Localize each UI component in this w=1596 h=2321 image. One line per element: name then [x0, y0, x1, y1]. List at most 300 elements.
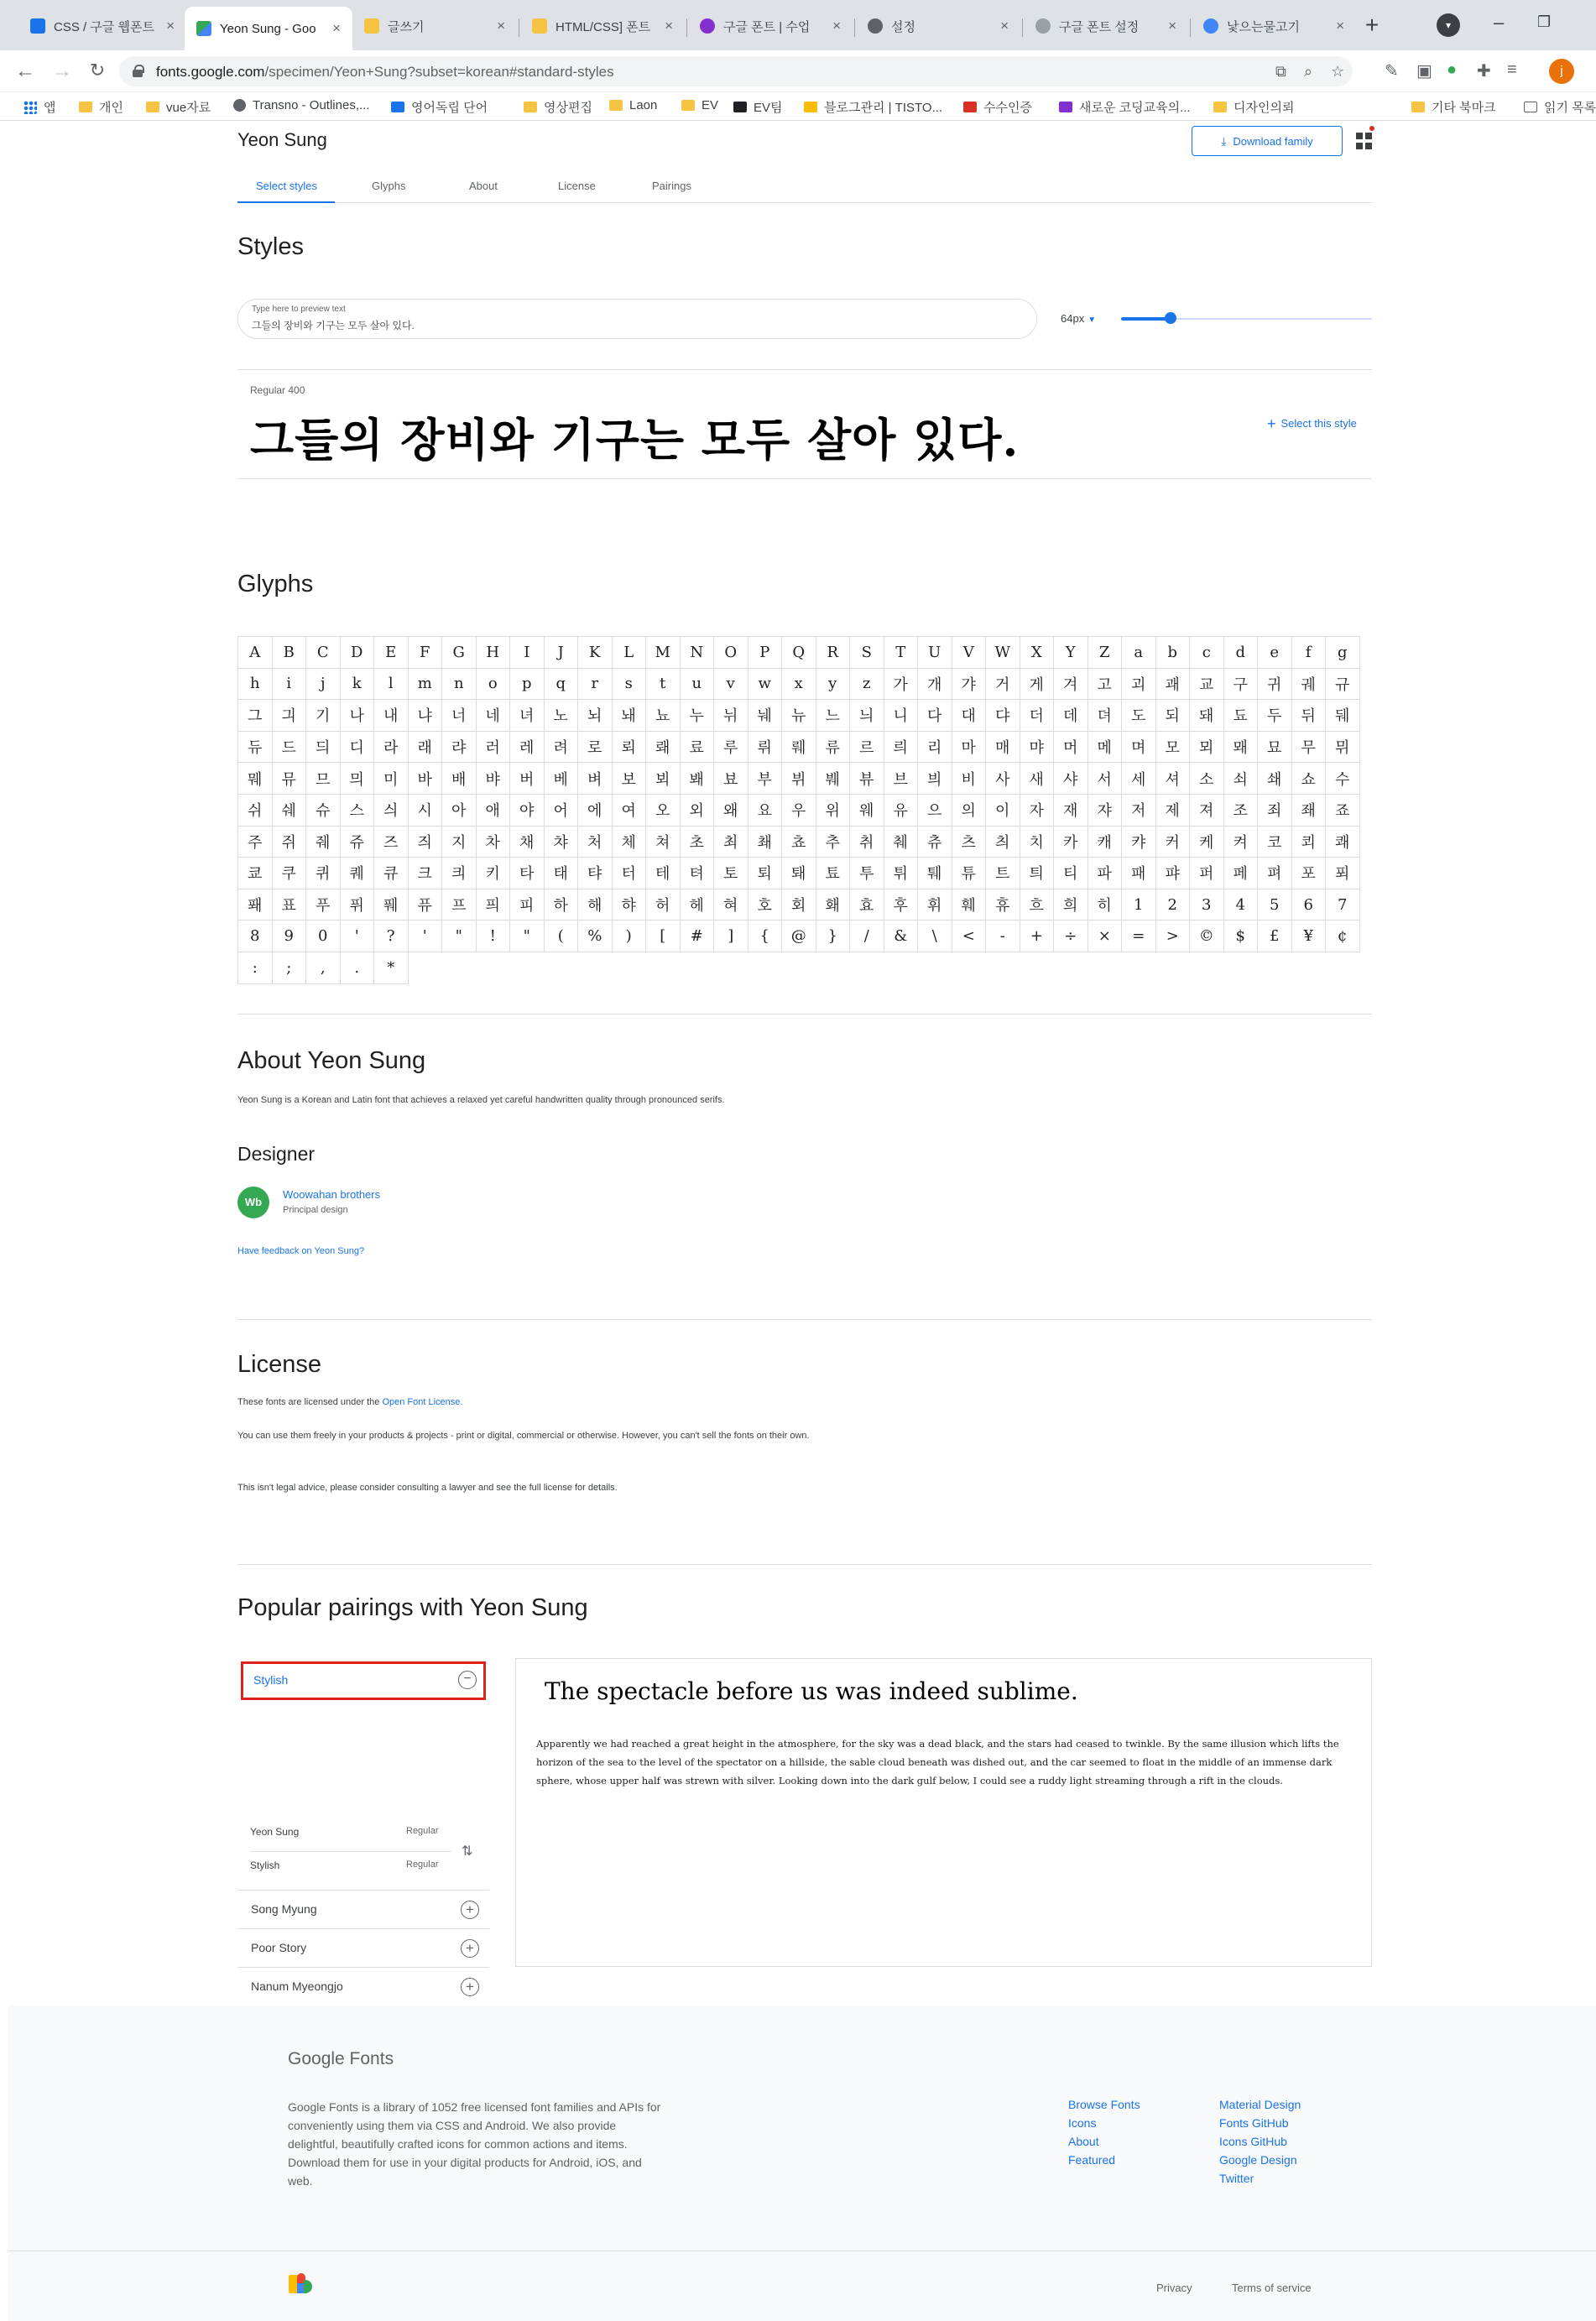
glyph-cell: j — [306, 668, 341, 700]
glyph-cell: 뤼 — [748, 731, 782, 763]
glyph-cell: 허 — [646, 889, 681, 921]
glyph-cell: 챠 — [544, 826, 578, 858]
globe-icon — [233, 99, 246, 112]
pairing-stylish-selected[interactable]: Stylish − — [241, 1661, 486, 1700]
glyph-cell: 네 — [476, 700, 510, 732]
footer-link[interactable]: Icons GitHub — [1219, 2135, 1287, 2148]
glyph-cell: $ — [1223, 921, 1258, 952]
glyph-cell: 외 — [680, 794, 714, 826]
glyph-cell: 갸 — [952, 668, 986, 700]
glyph-cell: Y — [1054, 637, 1088, 669]
gear-icon — [868, 18, 883, 34]
glyph-cell: 오 — [646, 794, 681, 826]
close-icon[interactable]: × — [497, 18, 505, 34]
footer-description: Google Fonts is a library of 1052 free licensed font families and APIs for conveniently using them via CSS and Android. We also provide delightful, beautifully crafted icons for common actions and items. Download them for use in your digital products for Android, iOS, and web. — [288, 2100, 661, 2188]
glyph-cell: 타 — [510, 858, 545, 889]
back-icon[interactable]: ← — [15, 60, 35, 82]
bookmark-apps[interactable]: 앱 — [23, 98, 56, 116]
glyph-cell: ÷ — [1054, 921, 1088, 952]
profile-avatar[interactable]: j — [1549, 59, 1574, 84]
glyph-cell: 좨 — [1291, 794, 1326, 826]
footer-link[interactable]: Google Design — [1219, 2153, 1297, 2167]
glyph-cell: c — [1190, 637, 1224, 669]
google-fonts-favicon-icon — [196, 21, 211, 36]
designer-avatar: Wb — [237, 1187, 269, 1218]
glyph-cell: u — [680, 668, 714, 700]
open-font-license-link[interactable]: Open Font License. — [382, 1397, 463, 1407]
glyph-cell: 우 — [782, 794, 816, 826]
folder-icon — [609, 100, 623, 111]
add-circle-icon[interactable]: + — [461, 1901, 479, 1919]
glyph-cell: Z — [1087, 637, 1122, 669]
glyph-cell: 너 — [442, 700, 477, 732]
glyph-cell: } — [816, 921, 850, 952]
bookmark-folder[interactable]: 디자인의뢰 — [1213, 98, 1294, 116]
glyph-cell: n — [442, 668, 477, 700]
bookmark-star-icon[interactable]: ☆ — [1331, 63, 1345, 80]
glyph-cell: C — [306, 637, 341, 669]
glyph-cell: 쵀 — [748, 826, 782, 858]
glyph-cell: 비 — [952, 763, 986, 795]
tab-favicon-icon — [364, 18, 379, 34]
glyph-cell: 븨 — [918, 763, 952, 795]
glyph-cell: 체 — [612, 826, 646, 858]
bookmark-link[interactable]: Transno - Outlines,... — [233, 98, 370, 112]
glyph-cell: 히 — [1087, 889, 1122, 921]
font-size-slider-thumb[interactable] — [1165, 312, 1176, 324]
glyph-cell: 셔 — [1155, 763, 1190, 795]
glyph-cell: 릐 — [884, 731, 918, 763]
glyph-cell: X — [1020, 637, 1054, 669]
glyph-cell: 그 — [238, 700, 273, 732]
bookmark-link[interactable]: EV팀 — [733, 98, 783, 116]
bookmark-folder[interactable]: 영상편집 — [524, 98, 592, 116]
glyph-cell: 소 — [1190, 763, 1224, 795]
glyph-cell: 쾨 — [1291, 826, 1326, 858]
extensions-icon[interactable]: ✚ — [1477, 62, 1491, 81]
glyph-cell: 레 — [510, 731, 545, 763]
minus-circle-icon[interactable]: − — [458, 1671, 477, 1689]
glyph-cell: 므 — [306, 763, 341, 795]
zoom-icon[interactable]: ⌕ — [1304, 63, 1313, 80]
glyph-cell: , — [306, 952, 341, 983]
glyph-cell: 뮤 — [272, 763, 306, 795]
license-usage: You can use them freely in your products & projects - print or digital, commercial or otherwise. However, you can't sell the fonts on their own. — [237, 1431, 810, 1441]
browser-tab[interactable]: CSS / 구글 웹폰트 × — [18, 8, 186, 44]
glyph-cell: 왜 — [714, 794, 748, 826]
bookmark-link[interactable]: 새로운 코딩교육의... — [1059, 98, 1191, 116]
close-icon[interactable]: × — [332, 20, 341, 36]
bookmark-link[interactable]: 영어독립 단어 — [391, 98, 488, 116]
glyph-cell: 퀴 — [306, 858, 341, 889]
glyph-cell: O — [714, 637, 748, 669]
browser-tab-active[interactable]: Yeon Sung - Goo × — [185, 7, 352, 50]
glyph-cell: 5 — [1258, 889, 1292, 921]
privacy-link[interactable]: Privacy — [1156, 2282, 1192, 2294]
glyph-cell: 튀 — [884, 858, 918, 889]
glyph-cell: [ — [646, 921, 681, 952]
glyph-cell: 푀 — [1326, 858, 1360, 889]
tab-strip — [0, 0, 1596, 50]
glyph-cell: 펴 — [1258, 858, 1292, 889]
glyph-cell: i — [272, 668, 306, 700]
glyph-cell: 싀 — [374, 794, 409, 826]
glyph-cell: > — [1155, 921, 1190, 952]
glyph-cell: 궤 — [1291, 668, 1326, 700]
glyph-cell: 뭬 — [238, 763, 273, 795]
glyph-cell: 게 — [1020, 668, 1054, 700]
pairing-option[interactable]: Song Myung + — [237, 1890, 489, 1928]
glyph-cell: 뮈 — [1326, 731, 1360, 763]
evernote-icon[interactable]: ● — [1447, 60, 1458, 79]
glyph-cell: 8 — [238, 921, 273, 952]
glyph-cell: { — [748, 921, 782, 952]
glyph-cell: 추 — [816, 826, 850, 858]
glyph-cell: 휘 — [918, 889, 952, 921]
glyph-cell: q — [544, 668, 578, 700]
bookmark-link[interactable]: 수수인증 — [963, 98, 1032, 116]
footer-link[interactable]: Twitter — [1219, 2172, 1254, 2185]
glyph-cell: l — [374, 668, 409, 700]
designer-heading: Designer — [237, 1143, 316, 1165]
reading-list-icon[interactable]: ≡ — [1507, 60, 1517, 79]
divider — [237, 369, 1372, 370]
glyph-cell: 흐 — [1020, 889, 1054, 921]
glyph-cell: A — [238, 637, 273, 669]
glyph-cell: 죠 — [1326, 794, 1360, 826]
glyph-cell: 후 — [884, 889, 918, 921]
glyph-cell: y — [816, 668, 850, 700]
glyph-cell: 베 — [544, 763, 578, 795]
reload-icon[interactable]: ↻ — [89, 60, 106, 81]
glyph-cell: 교 — [1190, 668, 1224, 700]
glyph-cell: 이 — [986, 794, 1020, 826]
footer-link[interactable]: Fonts GitHub — [1219, 2116, 1289, 2130]
browser-tab[interactable]: 구글 폰트 | 수업 × — [688, 8, 853, 44]
browser-tab[interactable]: 구글 폰트 설정 × — [1024, 8, 1188, 44]
select-this-style-button[interactable]: + Select this style — [1267, 415, 1357, 432]
tab-pairings[interactable]: Pairings — [652, 180, 691, 192]
glyph-cell: 댜 — [986, 700, 1020, 732]
pairing-font-name: Stylish — [250, 1859, 280, 1871]
tab-about[interactable]: About — [469, 180, 498, 192]
download-family-button[interactable]: ⤓ Download family — [1192, 126, 1343, 156]
tab-glyphs[interactable]: Glyphs — [372, 180, 406, 192]
pairing-sample-body: Apparently we had reached a great height in the atmosphere, for the sky was a dead black, and the stars had ceased to twinkle. By the same illusion which lifts the horizon of the sea to the level of the spectator on a hillside, the sable cloud beneath was dished out, and the car seemed to float in the middle of an immense dark sphere, whose upper half was strewn with silver. Looking down into the dark gulf below, I could see a ruddy light streaming through a rift in the clouds. — [536, 1738, 1339, 1786]
tab-search-icon[interactable]: ▾ — [1437, 13, 1460, 37]
glyph-cell: % — [578, 921, 613, 952]
glyph-cell: 러 — [476, 731, 510, 763]
footer-link[interactable]: Material Design — [1219, 2098, 1301, 2111]
glyph-cell: M — [646, 637, 681, 669]
close-icon[interactable]: × — [166, 18, 175, 34]
glyph-cell: 놰 — [612, 700, 646, 732]
glyph-cell: 버 — [510, 763, 545, 795]
bookmark-link[interactable]: 블로그관리 | TISTO... — [804, 98, 942, 116]
swap-icon[interactable]: ⇅ — [462, 1844, 473, 1859]
glyph-cell: 묘 — [1258, 731, 1292, 763]
glyph-cell: 켜 — [1223, 826, 1258, 858]
glyph-cell: 죄 — [1258, 794, 1292, 826]
glyph-cell: L — [612, 637, 646, 669]
glyph-cell: 퇘 — [782, 858, 816, 889]
glyph-cell: 세 — [1122, 763, 1156, 795]
glyph-cell: 투 — [850, 858, 884, 889]
glyph-cell: 페 — [1223, 858, 1258, 889]
about-heading: About Yeon Sung — [237, 1047, 426, 1074]
eyedropper-icon[interactable]: ✎ — [1385, 62, 1399, 81]
font-size-select[interactable]: 64px ▼ — [1061, 312, 1097, 325]
glyph-row — [238, 637, 1360, 669]
glyph-cell: 쇄 — [1258, 763, 1292, 795]
glyph-cell: G — [442, 637, 477, 669]
glyph-cell: 2 — [1155, 889, 1190, 921]
notification-dot — [1369, 126, 1374, 131]
glyph-cell: 모 — [1155, 731, 1190, 763]
glyph-cell: J — [544, 637, 578, 669]
glyph-cell: 요 — [748, 794, 782, 826]
glyph-cell: 쇼 — [1291, 763, 1326, 795]
glyph-cell: 뤠 — [782, 731, 816, 763]
glyph-cell: 6 — [1291, 889, 1326, 921]
glyph-cell: E — [374, 637, 409, 669]
glyph-cell: + — [1020, 921, 1054, 952]
tab-favicon-icon — [532, 18, 547, 34]
glyph-cell: 드 — [272, 731, 306, 763]
glyph-row — [238, 826, 1360, 858]
glyph-cell: 홰 — [816, 889, 850, 921]
close-icon[interactable]: × — [665, 18, 673, 34]
folder-icon — [79, 102, 92, 112]
browser-tab[interactable]: 낯으는물고기 × — [1192, 8, 1356, 44]
new-tab-button[interactable]: + — [1364, 12, 1380, 38]
glyph-grid — [237, 636, 1360, 984]
glyph-cell: 으 — [918, 794, 952, 826]
glyph-cell: 퇴 — [748, 858, 782, 889]
plus-icon: + — [1267, 415, 1276, 432]
glyph-cell: 7 — [1326, 889, 1360, 921]
glyph-cell: @ — [782, 921, 816, 952]
glyph-cell: g — [1326, 637, 1360, 669]
glyph-cell: 키 — [476, 858, 510, 889]
glyph-cell: 야 — [510, 794, 545, 826]
designer-name-link[interactable]: Woowahan brothers — [283, 1188, 381, 1201]
add-circle-icon[interactable]: + — [461, 1978, 479, 1996]
glyph-cell: D — [340, 637, 374, 669]
download-icon: ⤓ — [1221, 133, 1227, 148]
glyph-cell: t — [646, 668, 681, 700]
glyph-cell: # — [680, 921, 714, 952]
glyph-cell: s — [612, 668, 646, 700]
glyph-cell: 미 — [374, 763, 409, 795]
folder-icon — [1213, 102, 1227, 112]
glyph-cell: z — [850, 668, 884, 700]
glyph-cell: 풰 — [374, 889, 409, 921]
license-advice: This isn't legal advice, please consider consulting a lawyer and see the full license for details. — [237, 1483, 618, 1493]
glyph-cell: 르 — [850, 731, 884, 763]
glyph-cell: 최 — [714, 826, 748, 858]
tistory-icon — [804, 102, 817, 112]
close-icon[interactable]: × — [1168, 18, 1176, 34]
glyph-cell: 카 — [1054, 826, 1088, 858]
glyph-cell: 기 — [306, 700, 341, 732]
browser-tab[interactable]: 설정 × — [856, 8, 1020, 44]
tab-select-styles[interactable]: Select styles — [256, 180, 317, 192]
glyph-cell: 라 — [374, 731, 409, 763]
glyph-cell: 매 — [986, 731, 1020, 763]
page-title: Yeon Sung — [237, 129, 327, 150]
glyph-cell: 케 — [1190, 826, 1224, 858]
google-fonts-logo-icon[interactable] — [289, 2273, 314, 2295]
divider — [250, 1851, 451, 1852]
terms-link[interactable]: Terms of service — [1232, 2282, 1312, 2294]
tab-license[interactable]: License — [558, 180, 596, 192]
glyph-cell: 내 — [374, 700, 409, 732]
glyph-cell: : — [238, 952, 273, 983]
glyph-cell: 채 — [510, 826, 545, 858]
glyph-cell: 즤 — [408, 826, 442, 858]
glyph-row — [238, 794, 1360, 826]
bookmark-reading-list[interactable]: 읽기 목록 — [1524, 98, 1596, 116]
footer-link[interactable]: Browse Fonts — [1068, 2098, 1140, 2111]
style-weight-label: Regular 400 — [250, 384, 305, 396]
glyph-cell: 에 — [578, 794, 613, 826]
glyph-cell: 위 — [816, 794, 850, 826]
glyph-cell: 수 — [1326, 763, 1360, 795]
minimize-icon[interactable]: – — [1494, 12, 1505, 33]
grid-icon — [391, 102, 404, 112]
glyph-cell: 두 — [1258, 700, 1292, 732]
glyph-cell: 헤 — [680, 889, 714, 921]
pairing-option[interactable]: Nanum Myeongjo + — [237, 1967, 489, 2005]
glyph-cell: 랴 — [442, 731, 477, 763]
glyph-cell: 효 — [850, 889, 884, 921]
glyph-cell: 스 — [340, 794, 374, 826]
bookmark-folder[interactable]: EV — [681, 98, 718, 112]
glyph-row — [238, 700, 1360, 732]
glyph-cell: w — [748, 668, 782, 700]
pairing-option[interactable]: Poor Story + — [237, 1928, 489, 1967]
forward-icon[interactable]: → — [52, 60, 72, 82]
glyph-cell: 루 — [714, 731, 748, 763]
glyph-cell: o — [476, 668, 510, 700]
glyph-cell: T — [884, 637, 918, 669]
notion-icon[interactable]: ▣ — [1416, 62, 1432, 81]
glyph-cell: 새 — [1020, 763, 1054, 795]
glyph-cell: 개 — [918, 668, 952, 700]
glyph-cell: 여 — [612, 794, 646, 826]
specimen-tabs — [237, 168, 1372, 203]
glyph-cell: h — [238, 668, 273, 700]
footer-link[interactable]: About — [1068, 2135, 1099, 2148]
selected-families-icon[interactable] — [1356, 133, 1373, 149]
footer — [8, 2005, 1596, 2251]
address-bar[interactable] — [119, 56, 1353, 86]
footer-link[interactable]: Icons — [1068, 2116, 1097, 2130]
glyph-cell: 쿄 — [238, 858, 273, 889]
add-circle-icon[interactable]: + — [461, 1939, 479, 1958]
glyph-cell: 트 — [986, 858, 1020, 889]
divider — [237, 478, 1372, 479]
browser-tab[interactable]: HTML/CSS] 폰트 × — [520, 8, 685, 44]
glyph-cell: 쟈 — [1087, 794, 1122, 826]
restore-icon[interactable]: ❐ — [1537, 13, 1552, 30]
glyph-cell: 디 — [340, 731, 374, 763]
glyph-cell: 웨 — [850, 794, 884, 826]
style-sample-text: 그들의 장비와 기구는 모두 살아 있다. — [250, 413, 1020, 467]
tab-separator — [686, 18, 687, 37]
browser-tab[interactable]: 글쓰기 × — [352, 8, 517, 44]
glyph-cell: £ — [1258, 921, 1292, 952]
glyph-cell: 호 — [748, 889, 782, 921]
pairing-sample-heading: The spectacle before us was indeed sublime. — [545, 1677, 1078, 1705]
glyph-cell: 해 — [578, 889, 613, 921]
license-intro: These fonts are licensed under the Open Font License. — [237, 1397, 463, 1407]
bookmark-folder[interactable]: Laon — [609, 98, 657, 112]
bookmark-other[interactable]: 기타 북마크 — [1411, 98, 1496, 116]
glyph-cell: e — [1258, 637, 1292, 669]
glyph-cell: 터 — [612, 858, 646, 889]
glyph-cell: H — [476, 637, 510, 669]
page — [8, 121, 1596, 2321]
glyph-cell: 바 — [408, 763, 442, 795]
glyph-cell: - — [986, 921, 1020, 952]
glyph-cell: ) — [612, 921, 646, 952]
glyph-cell: 테 — [646, 858, 681, 889]
glyph-cell: \ — [918, 921, 952, 952]
glyph-cell: 괘 — [1155, 668, 1190, 700]
glyph-cell: " — [442, 921, 477, 952]
close-icon[interactable]: × — [1336, 18, 1344, 34]
close-icon[interactable]: × — [832, 18, 841, 34]
feedback-link[interactable]: Have feedback on Yeon Sung? — [237, 1246, 365, 1256]
glyph-cell: © — [1190, 921, 1224, 952]
glyph-cell: 4 — [1223, 889, 1258, 921]
glyph-cell: ¢ — [1326, 921, 1360, 952]
footer-wrapper — [8, 2005, 1596, 2321]
bookmark-folder[interactable]: 개인 — [79, 98, 123, 116]
glyph-cell: 커 — [1155, 826, 1190, 858]
glyph-cell: v — [714, 668, 748, 700]
close-icon[interactable]: × — [1000, 18, 1009, 34]
glyph-cell: a — [1122, 637, 1156, 669]
glyph-cell: 캬 — [1122, 826, 1156, 858]
glyph-cell: 리 — [918, 731, 952, 763]
glyph-cell: 먀 — [1020, 731, 1054, 763]
lock-icon — [133, 65, 143, 76]
glyph-cell: 툐 — [816, 858, 850, 889]
tab-separator — [854, 18, 855, 37]
bookmark-folder[interactable]: vue자료 — [146, 98, 211, 116]
footer-logo[interactable]: Google Fonts — [288, 2049, 394, 2068]
glyph-cell: 제 — [1155, 794, 1190, 826]
glyph-cell: 자 — [1020, 794, 1054, 826]
glyph-cell: 1 — [1122, 889, 1156, 921]
translate-icon[interactable]: ⧉ — [1275, 63, 1286, 80]
preview-text-input[interactable]: Type here to preview text 그들의 장비와 기구는 모두 살아 있다. — [237, 299, 1037, 339]
glyph-cell: 뢔 — [646, 731, 681, 763]
glyph-cell: U — [918, 637, 952, 669]
glyph-cell: 샤 — [1054, 763, 1088, 795]
glyph-cell: 퓨 — [408, 889, 442, 921]
pairing-font-name: Yeon Sung — [250, 1826, 300, 1838]
glyph-cell: 긔 — [272, 700, 306, 732]
footer-link[interactable]: Featured — [1068, 2153, 1116, 2167]
glyph-cell: 눼 — [748, 700, 782, 732]
glyph-cell: 즈 — [374, 826, 409, 858]
glyph-cell: 줴 — [306, 826, 341, 858]
glyph-cell: ? — [374, 921, 409, 952]
